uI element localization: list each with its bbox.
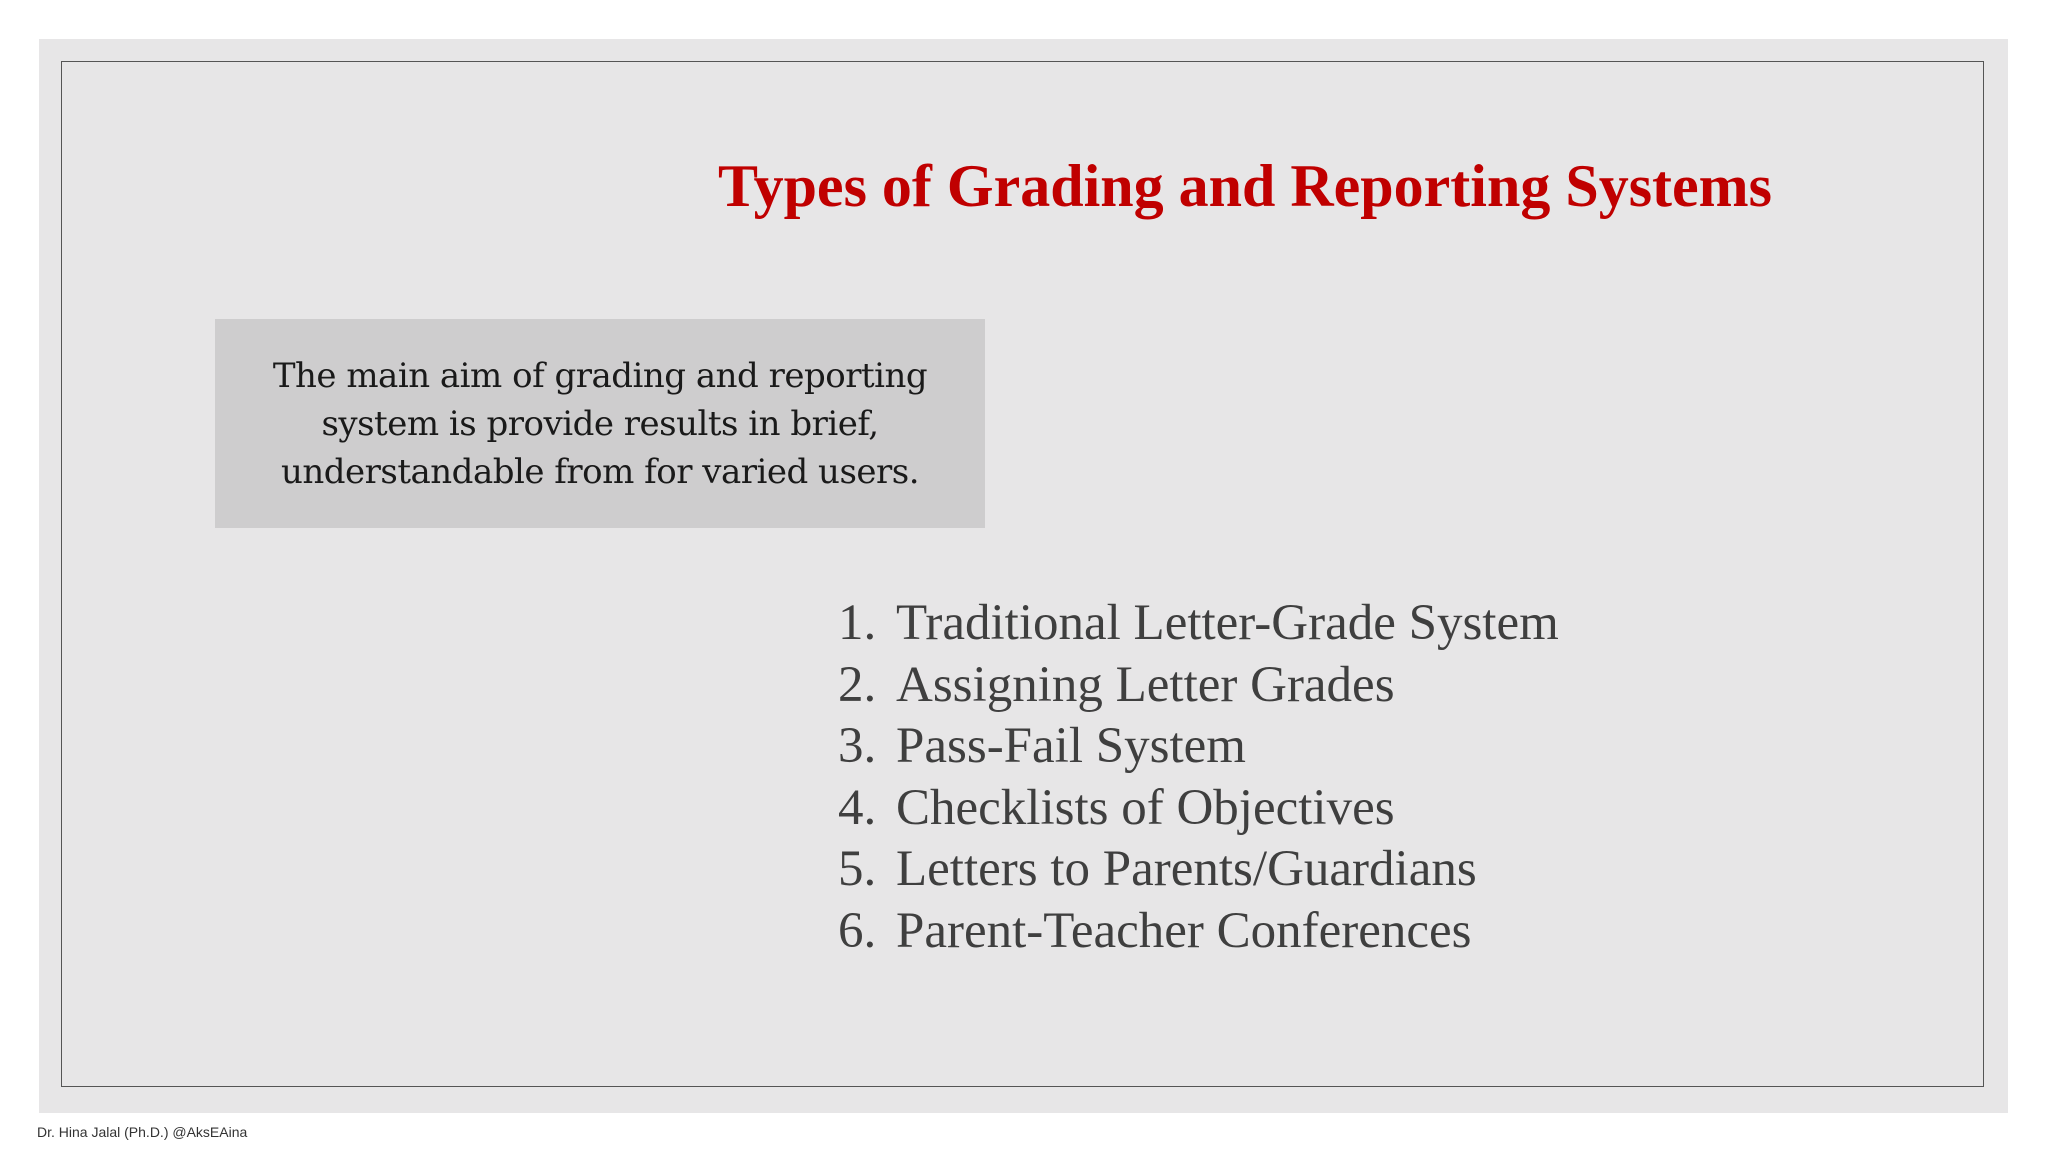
list-item-text: Pass-Fail System — [896, 718, 1246, 774]
list-item — [838, 839, 1559, 901]
list-item — [838, 593, 1559, 655]
list-item — [838, 778, 1559, 840]
footer-credit: Dr. Hina Jalal (Ph.D.) @AksEAina — [37, 1124, 248, 1140]
list-item-text: Parent-Teacher Conferences — [896, 902, 1472, 959]
list-item-text: Letters to Parents/Guardians — [896, 841, 1477, 897]
slide-title: Types of Grading and Reporting Systems — [718, 153, 1772, 219]
list-item-number: 4. — [838, 779, 877, 836]
list-item-number: 6. — [838, 902, 877, 959]
list-item-text: Assigning Letter Grades — [896, 656, 1395, 713]
list-item-number: 3. — [838, 718, 877, 774]
list-item-number: 1. — [838, 595, 877, 651]
list-item — [838, 716, 1559, 778]
list-item-number: 5. — [838, 841, 877, 897]
grading-systems-list — [838, 593, 1559, 962]
list-item-text: Checklists of Objectives — [896, 779, 1395, 836]
aim-callout-box — [215, 319, 985, 528]
list-item-number: 2. — [838, 656, 877, 713]
list-item — [838, 655, 1559, 717]
aim-callout-text: The main aim of grading and reporting system is provide results in brief, understandable from for varied users. — [272, 355, 928, 492]
list-item-text: Traditional Letter-Grade System — [896, 595, 1559, 651]
list-item — [838, 901, 1559, 963]
